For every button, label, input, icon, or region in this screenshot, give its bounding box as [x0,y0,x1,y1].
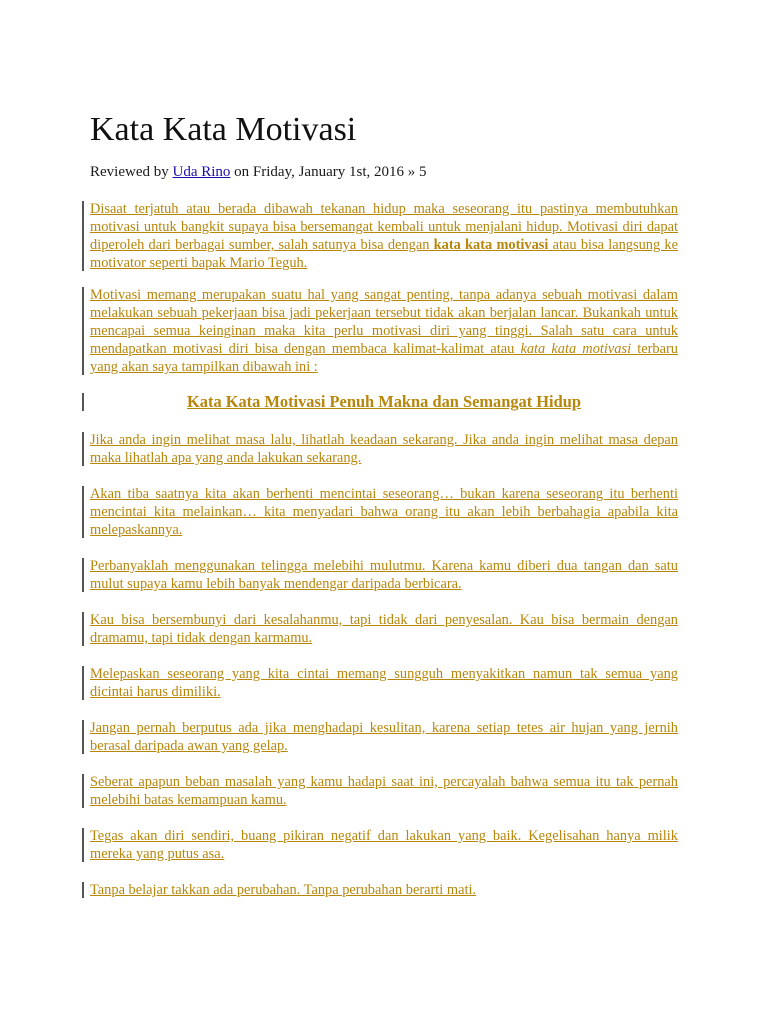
quote-item[interactable]: Perbanyaklah menggunakan telingga melebihi mulutmu. Karena kamu diberi dua tangan dan satu mulut supaya kamu lebih banyak mendengar daripada berbicara. [90,557,678,592]
article [90,108,678,913]
byline-prefix: Reviewed by [90,164,169,180]
byline [90,162,678,182]
intro-1-text-end: atau bisa langsung ke motivator seperti bapak Mario Teguh. [90,237,678,271]
intro-2-text-end: terbaru yang akan saya tampilkan dibawah ini : [90,341,678,376]
intro-2-text: Motivasi memang merupakan suatu hal yang sangat penting, tanpa adanya sebuah motivasi dalam melakukan sebuah pekerjaan bisa jadi pekerjaan tersebut tidak akan berjalan lancar. Bukankah untuk mencapai semua keinginan maka kita perlu motivasi diri yang tinggi. Salah satu cara untuk mendapatkan motivasi diri bisa dengan membaca kalimat-kalimat atau [90,287,678,358]
quote-item[interactable]: Kau bisa bersembunyi dari kesalahanmu, tapi tidak dari penyesalan. Kau bisa bermain dengan dramamu, tapi tidak dengan karmamu. [90,611,678,646]
author-link[interactable]: Uda Rino [172,164,231,180]
quote-item[interactable]: Jangan pernah berputus ada jika menghadapi kesulitan, karena setiap tetes air hujan yang jernih berasal daripada awan yang gelap. [90,719,678,754]
quote-item[interactable]: Jika anda ingin melihat masa lalu, lihatlah keadaan sekarang. Jika anda ingin melihat masa depan maka lihatlah apa yang anda lakukan sekarang. [90,431,678,466]
quote-item[interactable]: Tegas akan diri sendiri, buang pikiran negatif dan lakukan yang baik. Kegelisahan hanya milik mereka yang putus asa. [90,827,678,862]
intro-1-keyword: kata kata motivasi [433,237,549,253]
quote-item[interactable]: Melepaskan seseorang yang kita cintai memang sungguh menyakitkan namun tak semua yang dicintai harus dimiliki. [90,665,678,700]
quote-item[interactable]: Tanpa belajar takkan ada perubahan. Tanpa perubahan berarti mati. [90,881,678,899]
quote-item[interactable]: Akan tiba saatnya kita akan berhenti mencintai seseorang… bukan karena seseorang itu berhenti mencintai kita melainkan… kita menyadari bahwa orang itu akan lebih berbahagia apabila kita melepaskannya. [90,485,678,538]
intro-1-text: Disaat terjatuh atau berada dibawah tekanan hidup maka seseorang itu pastinya membutuhkan motivasi untuk bangkit supaya bisa bersemangat kembali untuk menjalani hidup. Motivasi diri dapat diperoleh dari berbagai sumber, salah satunya bisa dengan [90,201,678,253]
byline-date: on Friday, January 1st, 2016 » 5 [234,164,427,180]
quote-item[interactable]: Seberat apapun beban masalah yang kamu hadapi saat ini, percayalah bahwa semua itu tak pernah melebihi batas kemampuan kamu. [90,773,678,808]
intro-paragraph-1[interactable] [90,200,678,272]
section-heading[interactable]: Kata Kata Motivasi Penuh Makna dan Semangat Hidup [90,391,678,413]
page-title: Kata Kata Motivasi [90,111,357,148]
intro-paragraph-2[interactable] [90,286,678,376]
intro-2-keyword: kata kata motivasi [520,341,632,358]
